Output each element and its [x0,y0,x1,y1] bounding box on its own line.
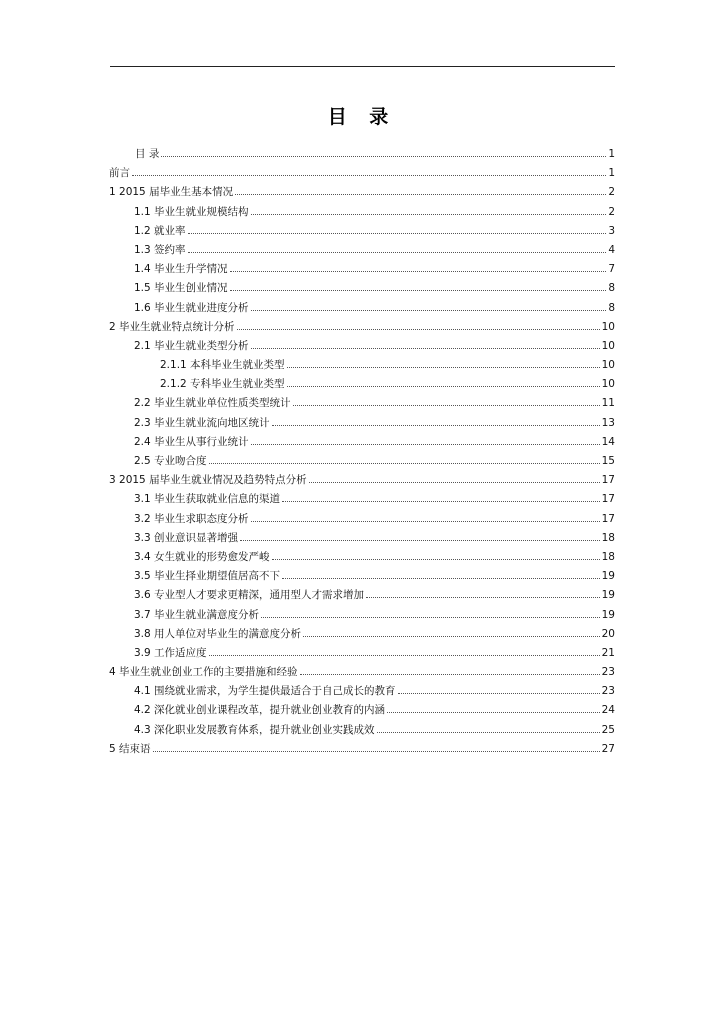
toc-entry[interactable] [109,452,615,471]
toc-entry-page-number: 19 [601,608,615,621]
toc-entry-page-number: 14 [601,435,615,448]
toc-dot-leader [272,424,600,426]
toc-entry[interactable] [109,299,615,318]
toc-entry-title: 1.5 毕业生创业情况 [134,282,228,295]
toc-entry-page-number: 1 [608,167,615,180]
toc-dot-leader [153,750,600,752]
toc-entry-page-number: 13 [601,416,615,429]
toc-entry-title: 4 毕业生就业创业工作的主要措施和经验 [109,666,298,679]
toc-entry[interactable] [109,682,615,701]
toc-dot-leader [261,616,600,618]
toc-dot-leader [161,155,606,157]
toc-entry[interactable] [109,529,615,548]
toc-entry-page-number: 21 [601,646,615,659]
toc-entry-page-number: 10 [601,359,615,372]
toc-dot-leader [209,462,600,464]
toc-entry-title: 1 2015 届毕业生基本情况 [109,186,234,199]
toc-entry-page-number: 2 [608,205,615,218]
toc-entry-page-number: 15 [601,455,615,467]
toc-dot-leader [251,213,607,215]
toc-entry[interactable] [109,644,615,663]
toc-entry-title: 2.1.2 专科毕业生就业类型 [160,378,285,391]
toc-dot-leader [209,654,600,656]
toc-entry-page-number: 17 [601,512,615,525]
toc-entry-page-number: 19 [601,570,615,583]
toc-entry-page-number: 19 [601,589,615,602]
toc-entry-title: 3.1 毕业生获取就业信息的渠道 [134,493,281,506]
toc-entry-title: 2 毕业生就业特点统计分析 [109,320,235,333]
toc-dot-leader [287,366,600,368]
toc-entry[interactable] [109,663,615,682]
toc-dot-leader [287,385,600,387]
toc-entry-page-number: 10 [601,320,615,333]
toc-entry-title: 4.1 围绕就业需求，为学生提供最适合于自己成长的教育 [134,685,396,698]
toc-dot-leader [272,558,600,560]
toc-entry-title: 3.5 毕业生择业期望值居高不下 [134,570,281,583]
toc-dot-leader [230,289,607,291]
toc-entry-title: 3.4 女生就业的形势愈发严峻 [134,550,270,563]
toc-entry[interactable] [109,375,615,394]
toc-entry[interactable] [109,510,615,529]
toc-entry[interactable] [109,490,615,509]
toc-entry[interactable] [109,586,615,605]
toc-entry-title: 目 录 [135,148,160,160]
toc-entry[interactable] [109,260,615,279]
toc-entry-title: 3.6 专业型人才要求更精深，通用型人才需求增加 [134,589,365,602]
toc-entry-title: 1.1 毕业生就业规模结构 [134,205,249,218]
toc-entry-page-number: 27 [601,742,615,755]
toc-entry[interactable] [109,471,615,490]
toc-entry-page-number: 23 [601,685,615,698]
toc-dot-leader [303,635,600,637]
toc-entry-page-number: 10 [601,339,615,352]
toc-dot-leader [230,270,607,272]
toc-entry[interactable] [109,222,615,241]
table-of-contents [109,145,615,759]
toc-entry-page-number: 1 [608,148,615,160]
toc-entry-title: 3.9 工作适应度 [134,646,207,659]
toc-entry[interactable] [109,606,615,625]
toc-dot-leader [251,520,600,522]
toc-entry[interactable] [109,625,615,644]
page-title: 目 录 [327,106,397,128]
toc-entry-title: 1.3 签约率 [134,243,186,256]
toc-entry-page-number: 17 [601,493,615,506]
toc-entry-page-number: 4 [608,243,615,256]
toc-entry[interactable] [109,433,615,452]
toc-entry-title: 2.1 毕业生就业类型分析 [134,339,249,352]
toc-dot-leader [387,711,600,713]
toc-dot-leader [377,731,600,733]
toc-dot-leader [237,328,600,330]
toc-entry[interactable] [109,279,615,298]
toc-entry-page-number: 10 [601,378,615,391]
toc-entry[interactable] [109,164,615,183]
toc-entry-page-number: 18 [601,550,615,563]
toc-entry-title: 4.2 深化就业创业课程改革，提升就业创业教育的内涵 [134,704,386,717]
toc-dot-leader [235,193,606,195]
toc-entry[interactable] [109,721,615,740]
toc-entry-title: 1.4 毕业生升学情况 [134,263,228,276]
toc-dot-leader [251,309,607,311]
toc-entry-title: 2.3 毕业生就业流向地区统计 [134,416,270,429]
toc-entry[interactable] [109,183,615,202]
toc-dot-leader [188,251,607,253]
toc-dot-leader [309,481,600,483]
toc-dot-leader [188,232,607,234]
toc-entry-title: 4.3 深化职业发展教育体系，提升就业创业实践成效 [134,723,375,736]
toc-dot-leader [240,539,600,541]
toc-entry[interactable] [109,567,615,586]
toc-entry[interactable] [109,145,615,164]
toc-dot-leader [300,673,600,675]
toc-entry[interactable] [109,356,615,375]
toc-entry[interactable] [109,203,615,222]
toc-entry-page-number: 11 [601,397,615,410]
toc-entry[interactable] [109,241,615,260]
toc-entry-page-number: 23 [601,666,615,679]
toc-entry-page-number: 8 [608,301,615,314]
toc-entry-page-number: 8 [608,282,615,295]
toc-entry-page-number: 7 [608,263,615,276]
toc-entry-title: 3.8 用人单位对毕业生的满意度分析 [134,627,302,640]
toc-entry[interactable] [109,337,615,356]
toc-entry-title: 3 2015 届毕业生就业情况及趋势特点分析 [109,474,307,487]
toc-entry-title: 前言 [109,167,130,180]
toc-entry-title: 1.2 就业率 [134,224,186,237]
toc-entry-title: 1.6 毕业生就业进度分析 [134,301,249,314]
toc-entry-title: 5 结束语 [109,742,151,755]
toc-entry[interactable] [109,740,615,759]
toc-dot-leader [251,347,600,349]
toc-entry-page-number: 18 [601,531,615,544]
toc-entry[interactable] [109,318,615,337]
toc-entry-title: 2.2 毕业生就业单位性质类型统计 [134,397,291,410]
toc-entry-page-number: 25 [601,723,615,736]
toc-dot-leader [366,596,600,598]
toc-entry-title: 3.2 毕业生求职态度分析 [134,512,249,525]
header-rule [110,66,615,67]
toc-entry[interactable] [109,701,615,720]
toc-dot-leader [251,443,600,445]
toc-entry[interactable] [109,414,615,433]
toc-entry-title: 2.4 毕业生从事行业统计 [134,435,249,448]
toc-dot-leader [282,577,600,579]
toc-dot-leader [132,174,606,176]
toc-entry-title: 3.3 创业意识显著增强 [134,531,239,544]
toc-entry-page-number: 3 [608,224,615,237]
toc-entry-page-number: 20 [601,627,615,640]
toc-entry[interactable] [109,548,615,567]
toc-entry-title: 3.7 毕业生就业满意度分析 [134,608,260,621]
toc-entry[interactable] [109,394,615,413]
toc-entry-page-number: 24 [601,704,615,717]
toc-dot-leader [293,404,600,406]
toc-entry-title: 2.1.1 本科毕业生就业类型 [160,359,285,372]
toc-entry-page-number: 17 [601,474,615,487]
toc-dot-leader [398,692,600,694]
toc-dot-leader [282,500,600,502]
toc-entry-title: 2.5 专业吻合度 [134,455,207,467]
toc-entry-page-number: 2 [608,186,615,199]
